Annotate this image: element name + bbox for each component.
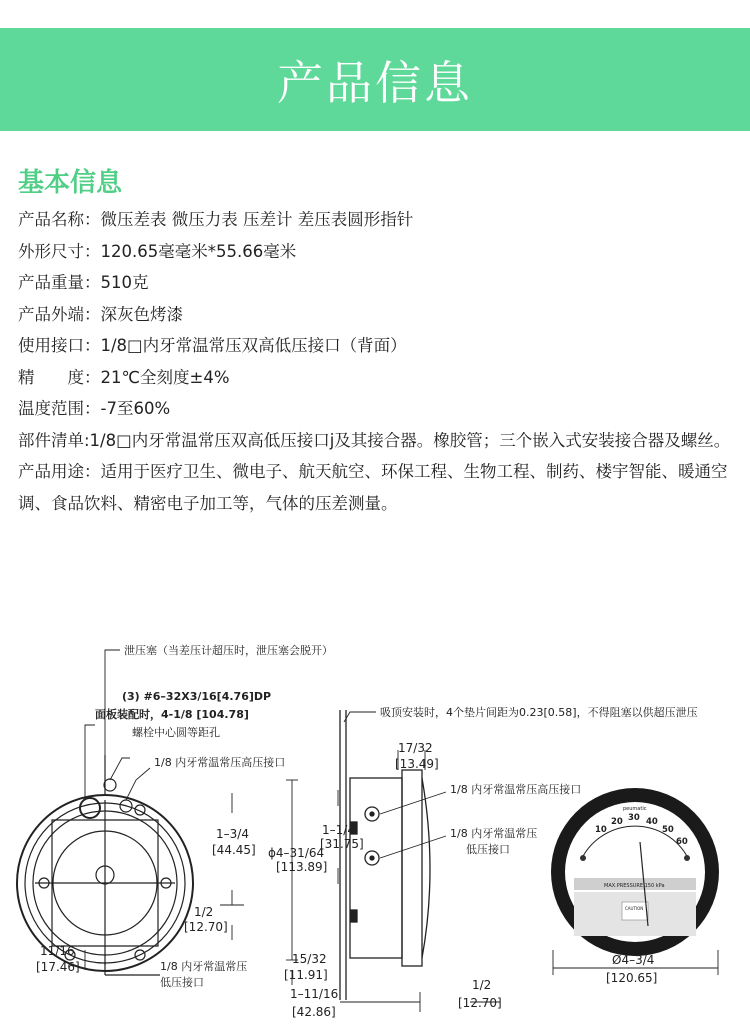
dim-31-75: [31.75] bbox=[320, 837, 364, 851]
low-port-side-label-1: 1/8 内牙常温常压 bbox=[450, 827, 538, 840]
dim-17-32: 17/32 bbox=[398, 741, 433, 755]
gauge-max-pressure: MAX.PRESSURE 150 kPa bbox=[604, 883, 665, 889]
dim-13-49: [13.49] bbox=[395, 757, 439, 771]
gauge-tick-60: 60 bbox=[676, 837, 688, 847]
dim-1-2-side: 1/2 bbox=[472, 978, 492, 992]
high-port-front-label: 1/8 内牙常温常压高压接口 bbox=[154, 756, 286, 769]
dim-11-16: 11/16 bbox=[40, 944, 75, 958]
info-line-accuracy: 精 度：21℃全刻度±4% bbox=[18, 367, 230, 387]
bolt-circle-label: 螺栓中心圆等距孔 bbox=[132, 726, 220, 739]
product-info-list bbox=[18, 204, 736, 519]
dim-15-32: 15/32 bbox=[292, 952, 327, 966]
dim-12-70-side: [12.70] bbox=[458, 996, 502, 1010]
front-view bbox=[17, 755, 193, 975]
dim-44-45: [44.45] bbox=[212, 843, 256, 857]
banner-title: 产品信息 bbox=[277, 55, 473, 110]
panel-mount-label: 面板装配时，4-1/8 [104.78] bbox=[95, 708, 249, 721]
info-line-size: 外形尺寸：120.65毫毫米*55.66毫米 bbox=[18, 241, 297, 261]
dim-11-91: [11.91] bbox=[284, 968, 328, 982]
low-port-front-label-2: 低压接口 bbox=[160, 976, 204, 989]
gauge-tick-20: 20 bbox=[611, 817, 623, 827]
dim-42-86: [42.86] bbox=[292, 1005, 336, 1019]
dim-12-70: [12.70] bbox=[184, 920, 228, 934]
dim-phi-4-31-64: ϕ4–31/64 bbox=[268, 846, 325, 860]
gauge-brand: peumatic bbox=[623, 806, 647, 812]
dim-1-2: 1/2 bbox=[194, 905, 214, 919]
info-line-name: 产品名称：微压差表 微压力表 压差计 差压表圆形指针 bbox=[18, 210, 414, 229]
info-line-port: 使用接口：1/8□内牙常温常压双高低压接口（背面） bbox=[18, 336, 407, 355]
low-port-front-label-1: 1/8 内牙常温常压 bbox=[160, 960, 248, 973]
info-line-parts: 部件清单:1/8□内牙常温常压双高低压接口j及其接合器。橡胶管；三个嵌入式安装接合器及螺丝。 bbox=[18, 430, 731, 450]
dim-1-3-4: 1–3/4 bbox=[216, 827, 249, 841]
info-line-temperature: 温度范围：-7至60% bbox=[18, 399, 171, 418]
info-line-usage: 产品用途：适用于医疗卫生、微电子、航天航空、环保工程、生物工程、制药、楼宇智能、暖通空调、食品饮料、精密电子加工等，气体的压差测量。 bbox=[18, 462, 728, 513]
info-line-weight: 产品重量：510克 bbox=[18, 273, 149, 292]
dim-113-89: [113.89] bbox=[276, 860, 328, 874]
gauge-tick-30: 30 bbox=[628, 813, 640, 823]
dim-120-65: [120.65] bbox=[606, 971, 658, 985]
gauge-caution: CAUTION bbox=[625, 906, 644, 911]
low-port-side-label-2: 低压接口 bbox=[466, 843, 510, 856]
dim-17-46: [17.46] bbox=[36, 960, 80, 974]
screw-spec-label: (3) #6–32X3/16[4.76]DP bbox=[122, 690, 272, 703]
dim-1-11-16: 1–11/16 bbox=[290, 987, 339, 1001]
info-line-finish: 产品外端：深灰色烤漆 bbox=[18, 304, 183, 324]
dim-1-1-4: 1–1/4 bbox=[322, 823, 355, 837]
gauge-tick-50: 50 bbox=[662, 825, 674, 835]
high-port-side-label: 1/8 内牙常温常压高压接口 bbox=[450, 783, 582, 796]
header-banner bbox=[0, 28, 750, 131]
gauge-tick-40: 40 bbox=[646, 817, 658, 827]
section-title: 基本信息 bbox=[18, 168, 123, 198]
dim-phi-4-3-4: Ø4–3/4 bbox=[612, 953, 655, 967]
ceiling-mount-note: 吸顶安装时，4个垫片间距为0.23[0.58]，不得阻塞以供超压泄压 bbox=[380, 706, 698, 719]
gauge-tick-10: 10 bbox=[595, 825, 607, 835]
dimension-drawing bbox=[0, 630, 750, 1030]
vent-plug-label: 泄压塞（当差压计超压时，泄压塞会脱开） bbox=[124, 644, 333, 657]
